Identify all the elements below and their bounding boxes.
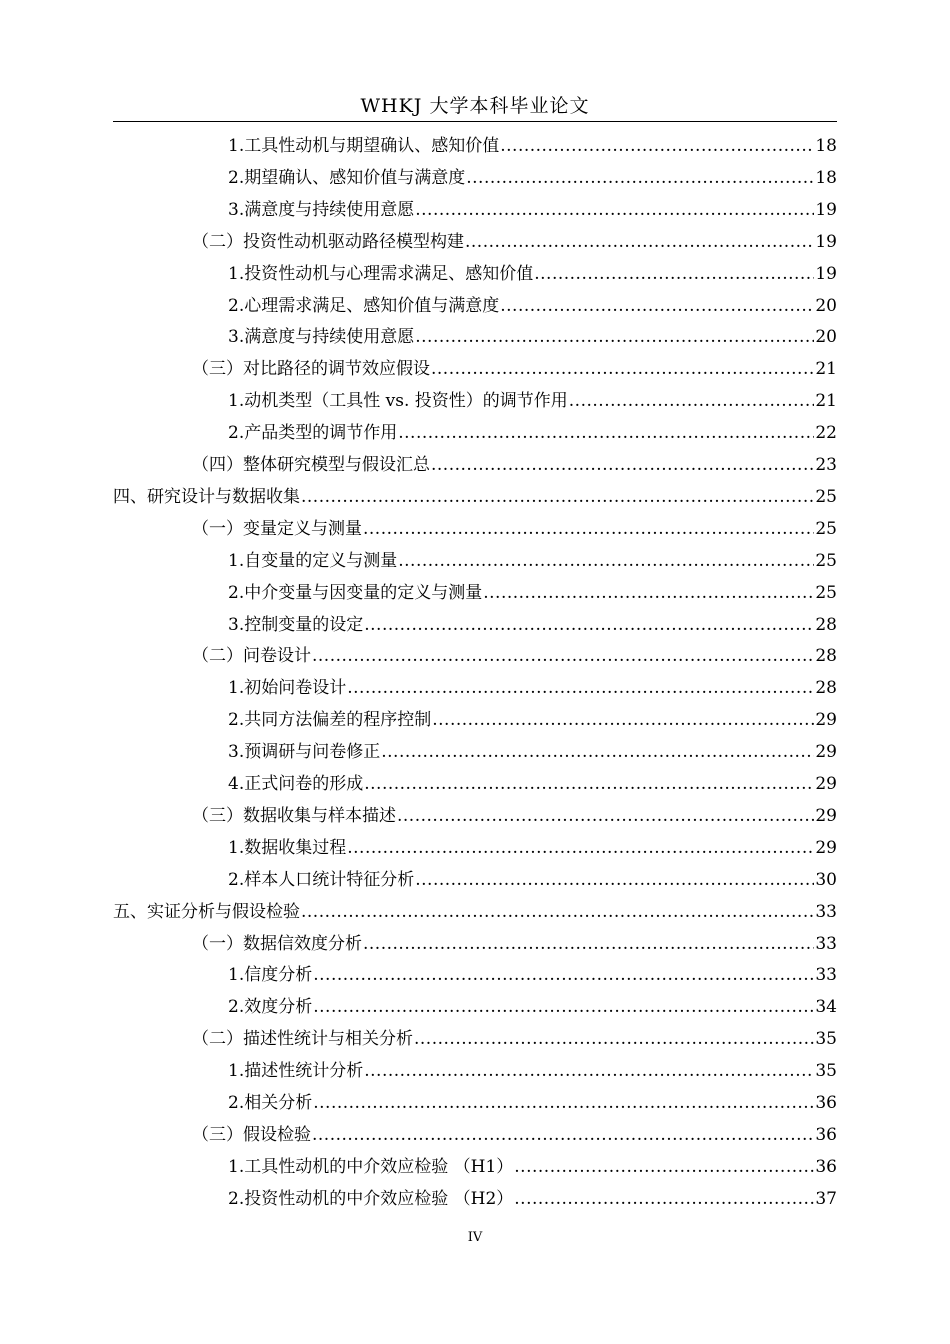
toc-entry[interactable] <box>228 545 837 577</box>
toc-entry-page: 28 <box>815 678 837 699</box>
toc-dot-leader <box>569 385 815 417</box>
toc-entry[interactable] <box>113 481 837 513</box>
toc-entry[interactable] <box>228 417 837 449</box>
toc-entry[interactable] <box>228 672 837 704</box>
toc-entry-title: 四、研究设计与数据收集 <box>113 486 300 507</box>
toc-entry-page: 18 <box>815 136 837 156</box>
toc-entry-title: 五、实证分析与假设检验 <box>113 901 300 922</box>
toc-entry-title: 1.动机类型（工具性 vs. 投资性）的调节作用 <box>228 391 568 412</box>
toc-dot-leader <box>397 800 814 832</box>
toc-entry-page: 29 <box>815 710 837 731</box>
toc-dot-leader <box>466 162 814 194</box>
toc-entry-page: 35 <box>815 1029 837 1050</box>
toc-entry[interactable] <box>228 1183 837 1215</box>
toc-entry-page: 33 <box>815 965 837 986</box>
toc-dot-leader <box>313 959 814 991</box>
toc-dot-leader <box>364 1055 814 1087</box>
toc-entry[interactable] <box>228 864 837 896</box>
toc-entry-title: （一）数据信效度分析 <box>192 933 362 954</box>
toc-entry-title: 2.期望确认、感知价值与满意度 <box>228 167 466 188</box>
toc-entry[interactable] <box>228 1087 837 1119</box>
toc-dot-leader <box>398 545 814 577</box>
toc-entry[interactable] <box>228 609 837 641</box>
toc-dot-leader <box>398 417 814 449</box>
toc-entry-title: 1.自变量的定义与测量 <box>228 550 398 571</box>
toc-entry-title: 1.信度分析 <box>228 965 313 986</box>
toc-entry-page: 21 <box>815 391 837 412</box>
toc-entry-page: 22 <box>815 423 837 444</box>
toc-dot-leader <box>431 449 814 481</box>
toc-entry[interactable] <box>228 704 837 736</box>
toc-entry-page: 25 <box>815 518 837 539</box>
toc-entry[interactable] <box>228 1151 837 1183</box>
toc-entry-title: 3.控制变量的设定 <box>228 614 364 635</box>
toc-entry-page: 34 <box>815 997 837 1018</box>
toc-dot-leader <box>431 353 814 385</box>
toc-dot-leader <box>312 1119 814 1151</box>
toc-entry-page: 30 <box>815 869 837 890</box>
toc-dot-leader <box>415 321 814 353</box>
toc-entry-title: 1.工具性动机与期望确认、感知价值 <box>228 136 500 156</box>
toc-dot-leader <box>301 481 814 513</box>
toc-entry-title: 3.满意度与持续使用意愿 <box>228 327 415 348</box>
toc-entry-title: （二）投资性动机驱动路径模型构建 <box>192 231 464 252</box>
toc-entry[interactable] <box>228 832 837 864</box>
toc-dot-leader <box>363 928 814 960</box>
toc-entry[interactable] <box>228 768 837 800</box>
toc-dot-leader <box>347 832 814 864</box>
toc-entry-title: （三）对比路径的调节效应假设 <box>192 359 430 380</box>
toc-entry-page: 36 <box>815 1156 837 1177</box>
toc-entry[interactable] <box>228 385 837 417</box>
toc-entry-title: （一）变量定义与测量 <box>192 518 362 539</box>
toc-entry-title: 2.相关分析 <box>228 1093 313 1113</box>
toc-dot-leader <box>514 1151 814 1183</box>
toc-dot-leader <box>432 704 814 736</box>
toc-entry-title: （四）整体研究模型与假设汇总 <box>192 455 430 475</box>
toc-entry[interactable] <box>192 353 837 385</box>
toc-entry-page: 19 <box>815 199 837 220</box>
toc-entry[interactable] <box>228 162 837 194</box>
toc-entry-page: 28 <box>815 614 837 635</box>
toc-entry[interactable] <box>228 991 837 1023</box>
toc-dot-leader <box>465 226 814 258</box>
toc-entry-title: 1.初始问卷设计 <box>228 678 347 699</box>
toc-entry-page: 36 <box>815 1124 837 1145</box>
toc-entry[interactable] <box>192 800 837 832</box>
toc-entry-page: 33 <box>815 933 837 954</box>
toc-entry-page: 28 <box>815 646 837 667</box>
toc-entry[interactable] <box>192 226 837 258</box>
toc-entry-title: 2.心理需求满足、感知价值与满意度 <box>228 295 500 316</box>
toc-entry[interactable] <box>228 130 837 162</box>
toc-entry[interactable] <box>228 1055 837 1087</box>
toc-entry-title: 2.效度分析 <box>228 997 313 1018</box>
page-number: IV <box>467 1230 483 1245</box>
toc-entry[interactable] <box>228 959 837 991</box>
toc-entry-page: 29 <box>815 805 837 826</box>
toc-entry-title: 3.满意度与持续使用意愿 <box>228 199 415 220</box>
toc-entry-title: 1.描述性统计分析 <box>228 1061 364 1082</box>
toc-dot-leader <box>500 290 814 322</box>
toc-entry[interactable] <box>192 1119 837 1151</box>
toc-dot-leader <box>364 609 814 641</box>
toc-entry[interactable] <box>228 321 837 353</box>
toc-entry-page: 20 <box>815 295 837 316</box>
toc-dot-leader <box>313 1087 814 1119</box>
toc-entry-title: 2.产品类型的调节作用 <box>228 423 398 444</box>
toc-entry-page: 23 <box>815 455 837 475</box>
toc-entry[interactable] <box>192 640 837 672</box>
toc-entry[interactable] <box>228 577 837 609</box>
toc-dot-leader <box>301 896 814 928</box>
toc-entry-title: 1.数据收集过程 <box>228 837 347 858</box>
toc-entry-page: 35 <box>815 1061 837 1082</box>
page-header-title: WHKJ 大学本科毕业论文 <box>360 95 590 117</box>
toc-entry-page: 18 <box>815 167 837 188</box>
toc-entry[interactable] <box>228 290 837 322</box>
toc-entry-title: 2.样本人口统计特征分析 <box>228 869 415 890</box>
toc-entry-page: 37 <box>815 1188 837 1209</box>
toc-entry-title: 2.共同方法偏差的程序控制 <box>228 710 432 731</box>
toc-dot-leader <box>415 194 814 226</box>
toc-entry-page: 36 <box>815 1093 837 1113</box>
toc-dot-leader <box>514 1183 814 1215</box>
toc-dot-leader <box>483 577 814 609</box>
toc-entry-title: 4.正式问卷的形成 <box>228 774 364 794</box>
toc-dot-leader <box>347 672 814 704</box>
toc-entry-page: 19 <box>815 263 837 284</box>
toc-entry-title: （三）数据收集与样本描述 <box>192 805 396 826</box>
toc-dot-leader <box>500 130 814 162</box>
toc-dot-leader <box>313 991 814 1023</box>
toc-dot-leader <box>415 864 814 896</box>
toc-entry-page: 21 <box>815 359 837 380</box>
toc-entry[interactable] <box>192 449 837 481</box>
toc-entry[interactable] <box>228 194 837 226</box>
toc-entry-page: 25 <box>815 550 837 571</box>
header-divider <box>113 121 837 122</box>
toc-dot-leader <box>414 1023 814 1055</box>
toc-entry[interactable] <box>192 513 837 545</box>
toc-entry-page: 29 <box>815 774 837 794</box>
toc-entry-title: （二）问卷设计 <box>192 646 311 667</box>
toc-entry-title: 3.预调研与问卷修正 <box>228 742 381 763</box>
toc-entry[interactable] <box>228 258 837 290</box>
toc-entry-page: 33 <box>815 901 837 922</box>
toc-dot-leader <box>534 258 814 290</box>
toc-dot-leader <box>381 736 814 768</box>
toc-entry[interactable] <box>228 736 837 768</box>
toc-entry[interactable] <box>192 928 837 960</box>
toc-entry-title: （二）描述性统计与相关分析 <box>192 1029 413 1050</box>
toc-entry-page: 20 <box>815 327 837 348</box>
toc-entry-title: 1.投资性动机与心理需求满足、感知价值 <box>228 263 534 284</box>
toc-dot-leader <box>312 640 814 672</box>
toc-dot-leader <box>363 513 814 545</box>
toc-entry[interactable] <box>113 896 837 928</box>
toc-entry-page: 25 <box>815 486 837 507</box>
toc-entry-page: 25 <box>815 582 837 603</box>
toc-entry-page: 29 <box>815 742 837 763</box>
toc-entry[interactable] <box>192 1023 837 1055</box>
toc-entry-page: 19 <box>815 231 837 252</box>
toc-entry-title: 2.中介变量与因变量的定义与测量 <box>228 582 483 603</box>
toc-entry-title: 1.工具性动机的中介效应检验 （H1） <box>228 1156 514 1177</box>
toc-entry-page: 29 <box>815 837 837 858</box>
toc-entry-title: （三）假设检验 <box>192 1124 311 1145</box>
toc-dot-leader <box>364 768 814 800</box>
toc-entry-title: 2.投资性动机的中介效应检验 （H2） <box>228 1188 514 1209</box>
